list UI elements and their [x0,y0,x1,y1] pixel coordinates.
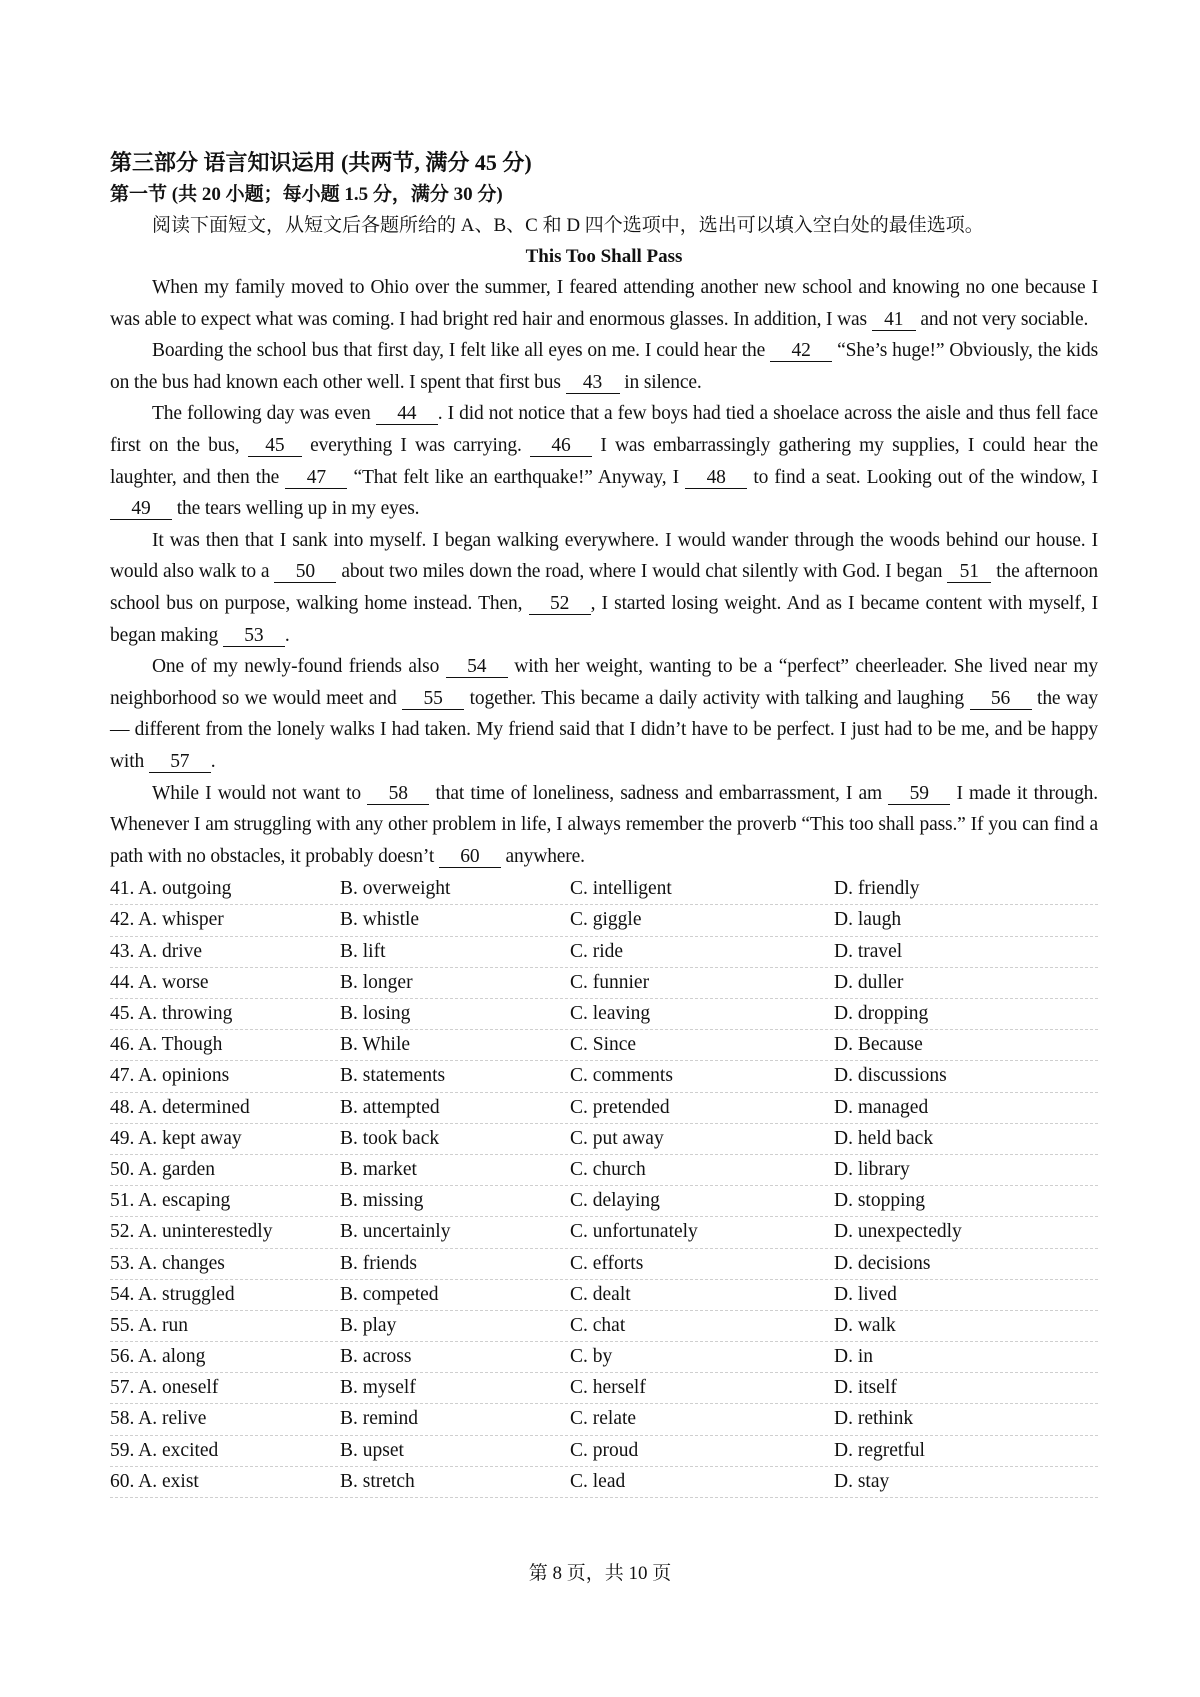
option-b[interactable]: B. uncertainly [340,1221,451,1243]
paragraph-1 [110,272,1098,335]
option-a[interactable]: 41. A. outgoing [110,878,232,900]
option-row [110,874,1098,905]
paragraph-text: with her weight, wanting to be a “perfect” cheerleader. She lived near my neighborhood so we would meet and [110,656,1098,709]
option-a[interactable]: 45. A. throwing [110,1003,233,1025]
option-d[interactable]: D. library [834,1158,910,1180]
paragraph-4 [110,525,1098,651]
paragraph-text: that time of loneliness, sadness and embarrassment, I am [429,782,889,804]
option-a[interactable]: 57. A. oneself [110,1377,219,1399]
option-c[interactable]: C. unfortunately [570,1221,698,1243]
option-b[interactable]: B. remind [340,1408,418,1430]
option-b[interactable]: B. upset [340,1439,404,1461]
option-d[interactable]: D. in [834,1346,873,1368]
option-d[interactable]: D. laugh [834,909,902,931]
paragraph-text: . [284,624,290,646]
option-row [110,1311,1098,1342]
option-a[interactable]: 50. A. garden [110,1158,216,1180]
option-b[interactable]: B. lift [340,940,386,962]
option-b[interactable]: B. losing [340,1003,411,1025]
paragraph-text: I was embarrassingly gathering my supplies, I could hear the laughter, and then the [110,434,1098,488]
blank-52: 52 [529,594,591,615]
option-row [110,999,1098,1030]
paragraph-text: “That felt like an earthquake!” Anyway, I [347,466,686,488]
option-row [110,1436,1098,1467]
paragraph-text: and not very sociable. [915,308,1089,330]
option-row [110,937,1098,968]
paragraph-text: , I started losing weight. And as I became content with myself, I began making [110,592,1098,646]
option-row [110,1342,1098,1373]
option-b[interactable]: B. whistle [340,909,420,931]
passage-title: This Too Shall Pass [525,246,683,267]
option-b[interactable]: B. myself [340,1377,416,1399]
blank-58: 58 [367,784,429,805]
page-content [110,146,1098,1498]
option-a[interactable]: 48. A. determined [110,1096,250,1118]
blank-57: 57 [149,752,211,773]
paragraph-6 [110,778,1098,873]
option-row [110,1249,1098,1280]
option-b[interactable]: B. took back [340,1127,440,1149]
option-b[interactable]: B. play [340,1314,397,1336]
blank-49: 49 [110,499,172,520]
blank-51: 51 [947,562,991,583]
option-row [110,1093,1098,1124]
option-d[interactable]: D. unexpectedly [834,1221,962,1243]
paragraph-text: about two miles down the road, where I would chat silently with God. I began [336,561,948,583]
blank-45: 45 [248,436,302,457]
blank-53: 53 [223,626,285,647]
option-a[interactable]: 47. A. opinions [110,1065,230,1087]
option-b[interactable]: B. longer [340,971,413,993]
paragraph-text: . I did not notice that a few boys had tied a shoelace across the aisle and thus fell face first on the bus, [110,403,1099,456]
option-row [110,1467,1098,1498]
option-b[interactable]: B. stretch [340,1470,415,1492]
paragraph-text: the afternoon school bus on purpose, walking home instead. Then, [110,561,1098,614]
option-a[interactable]: 59. A. excited [110,1439,219,1461]
option-c[interactable]: C. Since [570,1034,637,1056]
option-row [110,1155,1098,1186]
option-d[interactable]: D. friendly [834,878,920,900]
option-d[interactable]: D. lived [834,1283,897,1305]
option-b[interactable]: B. market [340,1158,417,1180]
option-d[interactable]: D. stay [834,1470,890,1492]
option-c[interactable]: C. church [570,1158,646,1180]
option-a[interactable]: 54. A. struggled [110,1283,235,1305]
option-c[interactable]: C. efforts [570,1252,644,1274]
paragraph-text: I made it through. Whenever I am struggling with any other problem in life, I always remember the proverb “This too shall pass.” If you can find a path with no obstacles, it probably doesn’t [110,782,1098,867]
option-a[interactable]: 52. A. uninterestedly [110,1221,273,1243]
option-b[interactable]: B. friends [340,1252,417,1274]
option-row [110,1217,1098,1248]
option-b[interactable]: B. missing [340,1190,424,1212]
paragraph-text: It was then that I sank into myself. I began walking everywhere. I would wander through the woods behind our house. I would also walk to a [110,529,1098,583]
blank-60: 60 [439,847,501,868]
option-c[interactable]: C. intelligent [570,878,672,900]
option-d[interactable]: D. itself [834,1377,897,1399]
option-a[interactable]: 44. A. worse [110,971,209,993]
option-a[interactable]: 42. A. whisper [110,909,224,931]
option-row [110,1124,1098,1155]
option-a[interactable]: 53. A. changes [110,1252,225,1274]
option-row [110,1186,1098,1217]
blank-54: 54 [446,657,508,678]
paragraph-3 [110,398,1098,524]
paragraph-text: together. This became a daily activity with talking and laughing [464,687,970,709]
option-a[interactable]: 55. A. run [110,1314,188,1336]
option-d[interactable]: D. managed [834,1096,929,1118]
option-d[interactable]: D. dropping [834,1003,929,1025]
option-c[interactable]: C. relate [570,1408,637,1430]
paragraph-text: When my family moved to Ohio over the summer, I feared attending another new school and knowing no one because I was able to expect what was coming. I had bright red hair and enormous glasses. In addition, I was [110,277,1098,330]
option-c[interactable]: C. by [570,1346,613,1368]
paragraph-text: While I would not want to [152,782,368,804]
option-d[interactable]: D. travel [834,940,903,962]
blank-48: 48 [685,468,747,489]
paragraph-text: anywhere. [500,845,585,867]
option-b[interactable]: B. While [340,1034,411,1056]
option-d[interactable]: D. discussions [834,1065,947,1087]
answer-options-table [110,874,1098,1498]
paragraph-text: to find a seat. Looking out of the window, I [747,466,1098,488]
blank-46: 46 [530,436,592,457]
option-a[interactable]: 51. A. escaping [110,1190,231,1212]
paragraph-text: in silence. [619,371,702,393]
paragraph-text: Boarding the school bus that first day, I felt like all eyes on me. I could hear the [152,340,771,362]
part-heading: 第三部分 语言知识运用 (共两节, 满分 45 分) [110,150,532,175]
option-c[interactable]: C. pretended [570,1096,670,1118]
option-d[interactable]: D. Because [834,1034,923,1056]
paragraph-text: everything I was carrying. [301,434,531,456]
option-d[interactable]: D. regretful [834,1439,925,1461]
option-row [110,905,1098,936]
option-c[interactable]: C. comments [570,1065,673,1087]
option-b[interactable]: B. statements [340,1065,446,1087]
option-row [110,1404,1098,1435]
option-row [110,968,1098,999]
blank-55: 55 [402,689,464,710]
blank-43: 43 [566,373,620,394]
option-a[interactable]: 58. A. relive [110,1408,207,1430]
blank-41: 41 [872,310,916,331]
option-c[interactable]: C. ride [570,940,624,962]
option-row [110,1030,1098,1061]
option-b[interactable]: B. competed [340,1283,439,1305]
option-c[interactable]: C. put away [570,1127,664,1149]
paragraph-2 [110,335,1098,398]
paragraph-text: the way — different from the lonely walks I had taken. My friend said that I didn’t have to be perfect. I just had to be me, and be happy with [110,687,1098,772]
option-row [110,1280,1098,1311]
option-c[interactable]: C. lead [570,1470,626,1492]
blank-42: 42 [770,341,832,362]
option-a[interactable]: 56. A. along [110,1346,206,1368]
option-c[interactable]: C. chat [570,1314,626,1336]
option-c[interactable]: C. proud [570,1439,639,1461]
option-row [110,1373,1098,1404]
instructions: 阅读下面短文，从短文后各题所给的 A、B、C 和 D 四个选项中，选出可以填入空白处的最佳选项。 [152,215,984,236]
page-footer: 第 8 页，共 10 页 [528,1563,672,1584]
paragraph-5 [110,651,1098,777]
option-a[interactable]: 43. A. drive [110,940,203,962]
blank-56: 56 [970,689,1032,710]
section-heading: 第一节 (共 20 小题；每小题 1.5 分，满分 30 分) [110,184,503,205]
option-c[interactable]: C. herself [570,1377,646,1399]
option-c[interactable]: C. leaving [570,1003,651,1025]
option-a[interactable]: 49. A. kept away [110,1127,242,1149]
option-d[interactable]: D. walk [834,1314,896,1336]
paragraph-text: One of my newly-found friends also [152,656,446,678]
blank-50: 50 [274,562,336,583]
blank-44: 44 [376,404,438,425]
option-a[interactable]: 46. A. Though [110,1034,223,1056]
paragraph-text: . [210,750,216,772]
option-row [110,1061,1098,1092]
option-d[interactable]: D. stopping [834,1190,926,1212]
option-b[interactable]: B. across [340,1346,412,1368]
option-d[interactable]: D. held back [834,1127,934,1149]
paragraph-text: The following day was even [152,403,376,425]
paragraph-text: the tears welling up in my eyes. [172,498,420,520]
option-c[interactable]: C. dealt [570,1283,631,1305]
blank-59: 59 [888,784,950,805]
option-b[interactable]: B. overweight [340,878,451,900]
option-b[interactable]: B. attempted [340,1096,440,1118]
option-d[interactable]: D. decisions [834,1252,931,1274]
option-c[interactable]: C. giggle [570,909,642,931]
option-d[interactable]: D. duller [834,971,904,993]
paragraph-text: “She’s huge!” Obviously, the kids on the bus had known each other well. I spent that first bus [110,340,1099,393]
option-c[interactable]: C. delaying [570,1190,660,1212]
option-a[interactable]: 60. A. exist [110,1470,199,1492]
blank-47: 47 [285,468,347,489]
option-c[interactable]: C. funnier [570,971,650,993]
option-d[interactable]: D. rethink [834,1408,914,1430]
